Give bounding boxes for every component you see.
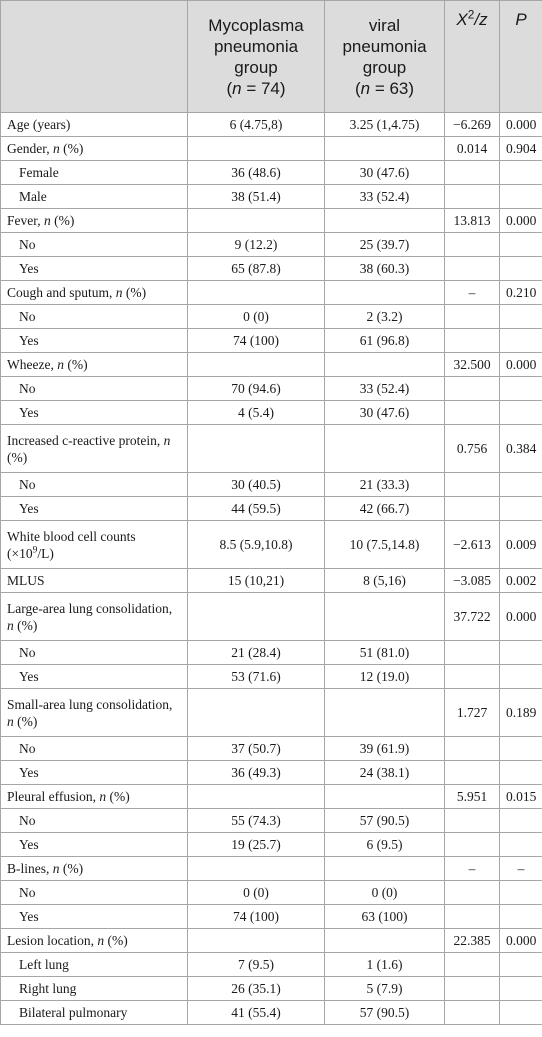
p-value: [500, 761, 542, 785]
p-value: 0.000: [500, 929, 542, 953]
viral-value: [325, 281, 445, 305]
viral-value: [325, 689, 445, 737]
mycoplasma-value: [188, 353, 325, 377]
row-label: [1, 209, 188, 233]
row-label-n: n: [115, 285, 123, 300]
p-value: [500, 905, 542, 929]
viral-value: [325, 137, 445, 161]
mycoplasma-value: 7 (9.5): [188, 953, 325, 977]
statistic-value: [445, 809, 500, 833]
table-row: [1, 377, 542, 401]
viral-value: 25 (39.7): [325, 233, 445, 257]
viral-value: 39 (61.9): [325, 737, 445, 761]
mycoplasma-value: 21 (28.4): [188, 641, 325, 665]
mycoplasma-value: [188, 857, 325, 881]
row-label: [1, 161, 188, 185]
row-label: [1, 881, 188, 905]
row-label-text: Yes: [19, 909, 39, 924]
p-value: 0.384: [500, 425, 542, 473]
row-label-text: No: [19, 741, 36, 756]
row-label: [1, 641, 188, 665]
row-label: [1, 377, 188, 401]
p-value: [500, 329, 542, 353]
row-label-suffix: (%): [7, 449, 28, 465]
statistic-value: −2.613: [445, 521, 500, 569]
viral-value: 5 (7.9): [325, 977, 445, 1001]
p-value: [500, 833, 542, 857]
p-value: [500, 305, 542, 329]
table-row: [1, 305, 542, 329]
table-row: [1, 929, 542, 953]
viral-value: 57 (90.5): [325, 809, 445, 833]
row-label-text: Right lung: [19, 981, 77, 996]
table-row: [1, 905, 542, 929]
p-value: [500, 185, 542, 209]
p-value: 0.009: [500, 521, 542, 569]
row-label-suffix: (%): [59, 861, 84, 876]
row-label-text: Male: [19, 189, 47, 204]
p-value: –: [500, 857, 542, 881]
mycoplasma-value: 4 (5.4): [188, 401, 325, 425]
table-body: [1, 113, 542, 1025]
header-g2-n: n: [360, 78, 371, 98]
table-row: [1, 329, 542, 353]
viral-value: 6 (9.5): [325, 833, 445, 857]
mycoplasma-value: 53 (71.6): [188, 665, 325, 689]
header-g1-line2: pneumonia: [213, 36, 299, 56]
row-label-text: Yes: [19, 405, 39, 420]
statistic-value: –: [445, 857, 500, 881]
statistic-value: 5.951: [445, 785, 500, 809]
viral-value: 38 (60.3): [325, 257, 445, 281]
row-label-text: Bilateral pulmonary: [19, 1005, 128, 1020]
row-label-text: Yes: [19, 333, 39, 348]
row-label-text: No: [19, 237, 36, 252]
table-row: [1, 977, 542, 1001]
statistic-value: 1.727: [445, 689, 500, 737]
row-label: [1, 497, 188, 521]
row-label-suffix: (%): [104, 933, 128, 948]
statistic-value: [445, 665, 500, 689]
table-row: [1, 881, 542, 905]
statistic-value: 32.500: [445, 353, 500, 377]
row-label: [1, 401, 188, 425]
p-value: [500, 497, 542, 521]
header-p: P: [515, 10, 527, 29]
row-label: [1, 929, 188, 953]
statistic-value: 37.722: [445, 593, 500, 641]
p-value: [500, 401, 542, 425]
statistic-value: [445, 881, 500, 905]
row-label-text: Cough and sputum,: [7, 285, 116, 300]
p-value: [500, 377, 542, 401]
table-row: [1, 521, 542, 569]
viral-value: 63 (100): [325, 905, 445, 929]
row-label: [1, 689, 188, 737]
mycoplasma-value: 15 (10,21): [188, 569, 325, 593]
wbc-unit-pre: (×10: [7, 545, 33, 561]
mycoplasma-value: 74 (100): [188, 329, 325, 353]
row-label-suffix: (%): [106, 789, 130, 804]
mycoplasma-value: [188, 593, 325, 641]
statistic-value: [445, 233, 500, 257]
table-row: [1, 257, 542, 281]
row-label: [1, 833, 188, 857]
viral-value: [325, 929, 445, 953]
table-row: [1, 953, 542, 977]
header-viral-group: [325, 1, 445, 113]
mycoplasma-value: 6 (4.75,8): [188, 113, 325, 137]
header-g1-n-prefix: (: [226, 78, 233, 98]
header-stat-sup: 2: [467, 7, 475, 22]
viral-value: 21 (33.3): [325, 473, 445, 497]
row-label-text: Yes: [19, 669, 39, 684]
table-row: [1, 353, 542, 377]
table-row: [1, 833, 542, 857]
statistic-value: [445, 185, 500, 209]
table-row: [1, 401, 542, 425]
statistic-value: [445, 161, 500, 185]
mycoplasma-value: 0 (0): [188, 305, 325, 329]
row-label: [1, 569, 188, 593]
row-label: [1, 593, 188, 641]
row-label-text: White blood cell counts: [7, 528, 136, 544]
viral-value: 24 (38.1): [325, 761, 445, 785]
viral-value: [325, 857, 445, 881]
statistic-value: [445, 257, 500, 281]
row-label: [1, 137, 188, 161]
table-row: [1, 185, 542, 209]
mycoplasma-value: 37 (50.7): [188, 737, 325, 761]
row-label: [1, 953, 188, 977]
p-value: 0.015: [500, 785, 542, 809]
mycoplasma-value: 0 (0): [188, 881, 325, 905]
viral-value: 33 (52.4): [325, 185, 445, 209]
row-label-suffix: (%): [13, 713, 38, 729]
statistic-value: 13.813: [445, 209, 500, 233]
header-statistic: [445, 1, 500, 113]
row-label: [1, 761, 188, 785]
p-value: 0.000: [500, 353, 542, 377]
row-label-text: Small-area lung consolidation,: [7, 696, 173, 712]
mycoplasma-value: 65 (87.8): [188, 257, 325, 281]
table-row: [1, 857, 542, 881]
p-value: [500, 665, 542, 689]
p-value: [500, 881, 542, 905]
table-row: [1, 1001, 542, 1025]
row-label: [1, 329, 188, 353]
table-row: [1, 473, 542, 497]
row-label: [1, 665, 188, 689]
viral-value: 1 (1.6): [325, 953, 445, 977]
statistic-value: [445, 329, 500, 353]
table-row: [1, 737, 542, 761]
viral-value: 0 (0): [325, 881, 445, 905]
statistic-value: [445, 401, 500, 425]
row-label-text: No: [19, 381, 36, 396]
row-label-text: Lesion location,: [7, 933, 98, 948]
viral-value: [325, 425, 445, 473]
row-label: [1, 521, 188, 569]
table-row: [1, 161, 542, 185]
row-label-text: No: [19, 477, 36, 492]
mycoplasma-value: 74 (100): [188, 905, 325, 929]
p-value: [500, 233, 542, 257]
viral-value: 8 (5,16): [325, 569, 445, 593]
viral-value: 10 (7.5,14.8): [325, 521, 445, 569]
row-label-text: No: [19, 885, 36, 900]
statistic-value: [445, 737, 500, 761]
row-label-text: B-lines,: [7, 861, 53, 876]
mycoplasma-value: 44 (59.5): [188, 497, 325, 521]
p-value: [500, 1001, 542, 1025]
row-label-text: Left lung: [19, 957, 69, 972]
row-label-suffix: (%): [63, 357, 88, 372]
wbc-unit-post: /L): [37, 545, 54, 561]
row-label-suffix: (%): [59, 141, 84, 156]
header-g1-line3: group: [234, 57, 278, 77]
row-label-text: Increased c-reactive protein,: [7, 432, 164, 448]
row-label-n: n: [43, 213, 51, 228]
table-row: [1, 785, 542, 809]
viral-value: [325, 353, 445, 377]
table-row: [1, 761, 542, 785]
table-row: [1, 641, 542, 665]
row-label: [1, 353, 188, 377]
header-mycoplasma-group: [188, 1, 325, 113]
header-g2-line1: viral: [368, 15, 401, 35]
row-label-text: Yes: [19, 837, 39, 852]
mycoplasma-value: [188, 137, 325, 161]
table-row: [1, 665, 542, 689]
row-label-n: n: [7, 713, 14, 729]
statistic-value: 22.385: [445, 929, 500, 953]
statistic-value: −6.269: [445, 113, 500, 137]
row-label-suffix: (%): [50, 213, 75, 228]
header-stat-rest: /z: [474, 10, 488, 29]
row-label: [1, 185, 188, 209]
row-label: [1, 785, 188, 809]
wbc-unit-sup: 9: [32, 545, 38, 555]
header-g2-line3: group: [362, 57, 407, 77]
row-label-text: Wheeze,: [7, 357, 58, 372]
row-label-text: Gender,: [7, 141, 53, 156]
row-label: [1, 1001, 188, 1025]
viral-value: 30 (47.6): [325, 401, 445, 425]
row-label-n: n: [99, 789, 107, 804]
header-stat-base: X: [456, 10, 468, 29]
viral-value: 3.25 (1,4.75): [325, 113, 445, 137]
row-label-text: No: [19, 813, 36, 828]
header-g1-line1: Mycoplasma: [208, 15, 304, 35]
p-value: [500, 161, 542, 185]
statistic-value: [445, 305, 500, 329]
mycoplasma-value: 36 (49.3): [188, 761, 325, 785]
mycoplasma-value: [188, 209, 325, 233]
statistic-value: [445, 953, 500, 977]
header-g2-n-suffix: = 63): [370, 78, 415, 98]
row-label: [1, 905, 188, 929]
row-label: [1, 305, 188, 329]
p-value: 0.000: [500, 209, 542, 233]
header-variable-cell: [1, 1, 188, 113]
p-value: [500, 737, 542, 761]
p-value: 0.000: [500, 113, 542, 137]
p-value: [500, 473, 542, 497]
statistic-value: [445, 473, 500, 497]
viral-value: 12 (19.0): [325, 665, 445, 689]
row-label: [1, 233, 188, 257]
statistic-value: [445, 761, 500, 785]
row-label-text: No: [19, 309, 36, 324]
viral-value: 42 (66.7): [325, 497, 445, 521]
mycoplasma-value: 30 (40.5): [188, 473, 325, 497]
statistic-value: [445, 377, 500, 401]
row-label-n: n: [7, 617, 14, 633]
viral-value: [325, 785, 445, 809]
statistic-value: [445, 905, 500, 929]
mycoplasma-value: 9 (12.2): [188, 233, 325, 257]
row-label-text: Yes: [19, 765, 39, 780]
mycoplasma-value: 55 (74.3): [188, 809, 325, 833]
viral-value: [325, 209, 445, 233]
statistic-value: [445, 833, 500, 857]
viral-value: 61 (96.8): [325, 329, 445, 353]
row-label: [1, 281, 188, 305]
header-g2-n-prefix: (: [354, 78, 361, 98]
row-label-text: Fever,: [7, 213, 44, 228]
table-row: [1, 689, 542, 737]
row-label-n: n: [163, 432, 171, 448]
mycoplasma-value: [188, 425, 325, 473]
statistic-value: [445, 641, 500, 665]
statistic-value: 0.756: [445, 425, 500, 473]
mycoplasma-value: 36 (48.6): [188, 161, 325, 185]
table-row: [1, 425, 542, 473]
row-label-text: Female: [19, 165, 59, 180]
viral-value: 2 (3.2): [325, 305, 445, 329]
header-g1-n-suffix: = 74): [241, 78, 286, 98]
row-label-text: Large-area lung consolidation,: [7, 600, 173, 616]
statistic-value: [445, 497, 500, 521]
statistic-value: [445, 977, 500, 1001]
row-label-suffix: (%): [13, 617, 38, 633]
row-label-n: n: [57, 357, 64, 372]
table-row: [1, 593, 542, 641]
header-p-value: [500, 1, 542, 113]
mycoplasma-value: 26 (35.1): [188, 977, 325, 1001]
mycoplasma-value: [188, 281, 325, 305]
p-value: [500, 809, 542, 833]
table-row: [1, 809, 542, 833]
row-label-text: No: [19, 645, 36, 660]
p-value: 0.000: [500, 593, 542, 641]
p-value: [500, 953, 542, 977]
row-label: [1, 257, 188, 281]
row-label: [1, 473, 188, 497]
statistic-value: 0.014: [445, 137, 500, 161]
mycoplasma-value: 38 (51.4): [188, 185, 325, 209]
mycoplasma-value: [188, 929, 325, 953]
header-row: [1, 1, 542, 113]
statistic-value: −3.085: [445, 569, 500, 593]
row-label: [1, 425, 188, 473]
table-row: [1, 233, 542, 257]
p-value: 0.210: [500, 281, 542, 305]
row-label-text: Pleural effusion,: [7, 789, 100, 804]
p-value: [500, 977, 542, 1001]
mycoplasma-value: [188, 785, 325, 809]
statistic-value: [445, 1001, 500, 1025]
p-value: 0.189: [500, 689, 542, 737]
row-label: [1, 977, 188, 1001]
row-label: [1, 857, 188, 881]
row-label-text: MLUS: [7, 573, 45, 588]
viral-value: 57 (90.5): [325, 1001, 445, 1025]
row-label-suffix: (%): [122, 285, 147, 300]
table-row: [1, 497, 542, 521]
header-g2-line2: pneumonia: [342, 36, 427, 56]
row-label-n: n: [97, 933, 105, 948]
viral-value: [325, 593, 445, 641]
row-label: [1, 113, 188, 137]
mycoplasma-value: [188, 689, 325, 737]
row-label: [1, 809, 188, 833]
p-value: [500, 641, 542, 665]
viral-value: 30 (47.6): [325, 161, 445, 185]
mycoplasma-value: 19 (25.7): [188, 833, 325, 857]
row-label-n: n: [52, 141, 60, 156]
p-value: 0.002: [500, 569, 542, 593]
p-value: [500, 257, 542, 281]
mycoplasma-value: 41 (55.4): [188, 1001, 325, 1025]
viral-value: 51 (81.0): [325, 641, 445, 665]
mycoplasma-value: 8.5 (5.9,10.8): [188, 521, 325, 569]
table-row: [1, 569, 542, 593]
row-label-n: n: [52, 861, 60, 876]
table-row: [1, 113, 542, 137]
viral-value: 33 (52.4): [325, 377, 445, 401]
mycoplasma-value: 70 (94.6): [188, 377, 325, 401]
row-label-text: Age (years): [7, 117, 71, 132]
row-label-text: Yes: [19, 261, 39, 276]
header-g1-n: n: [232, 78, 242, 98]
table-row: [1, 137, 542, 161]
p-value: 0.904: [500, 137, 542, 161]
table-row: [1, 281, 542, 305]
table-row: [1, 209, 542, 233]
row-label: [1, 737, 188, 761]
statistic-value: –: [445, 281, 500, 305]
row-label-text: Yes: [19, 501, 39, 516]
